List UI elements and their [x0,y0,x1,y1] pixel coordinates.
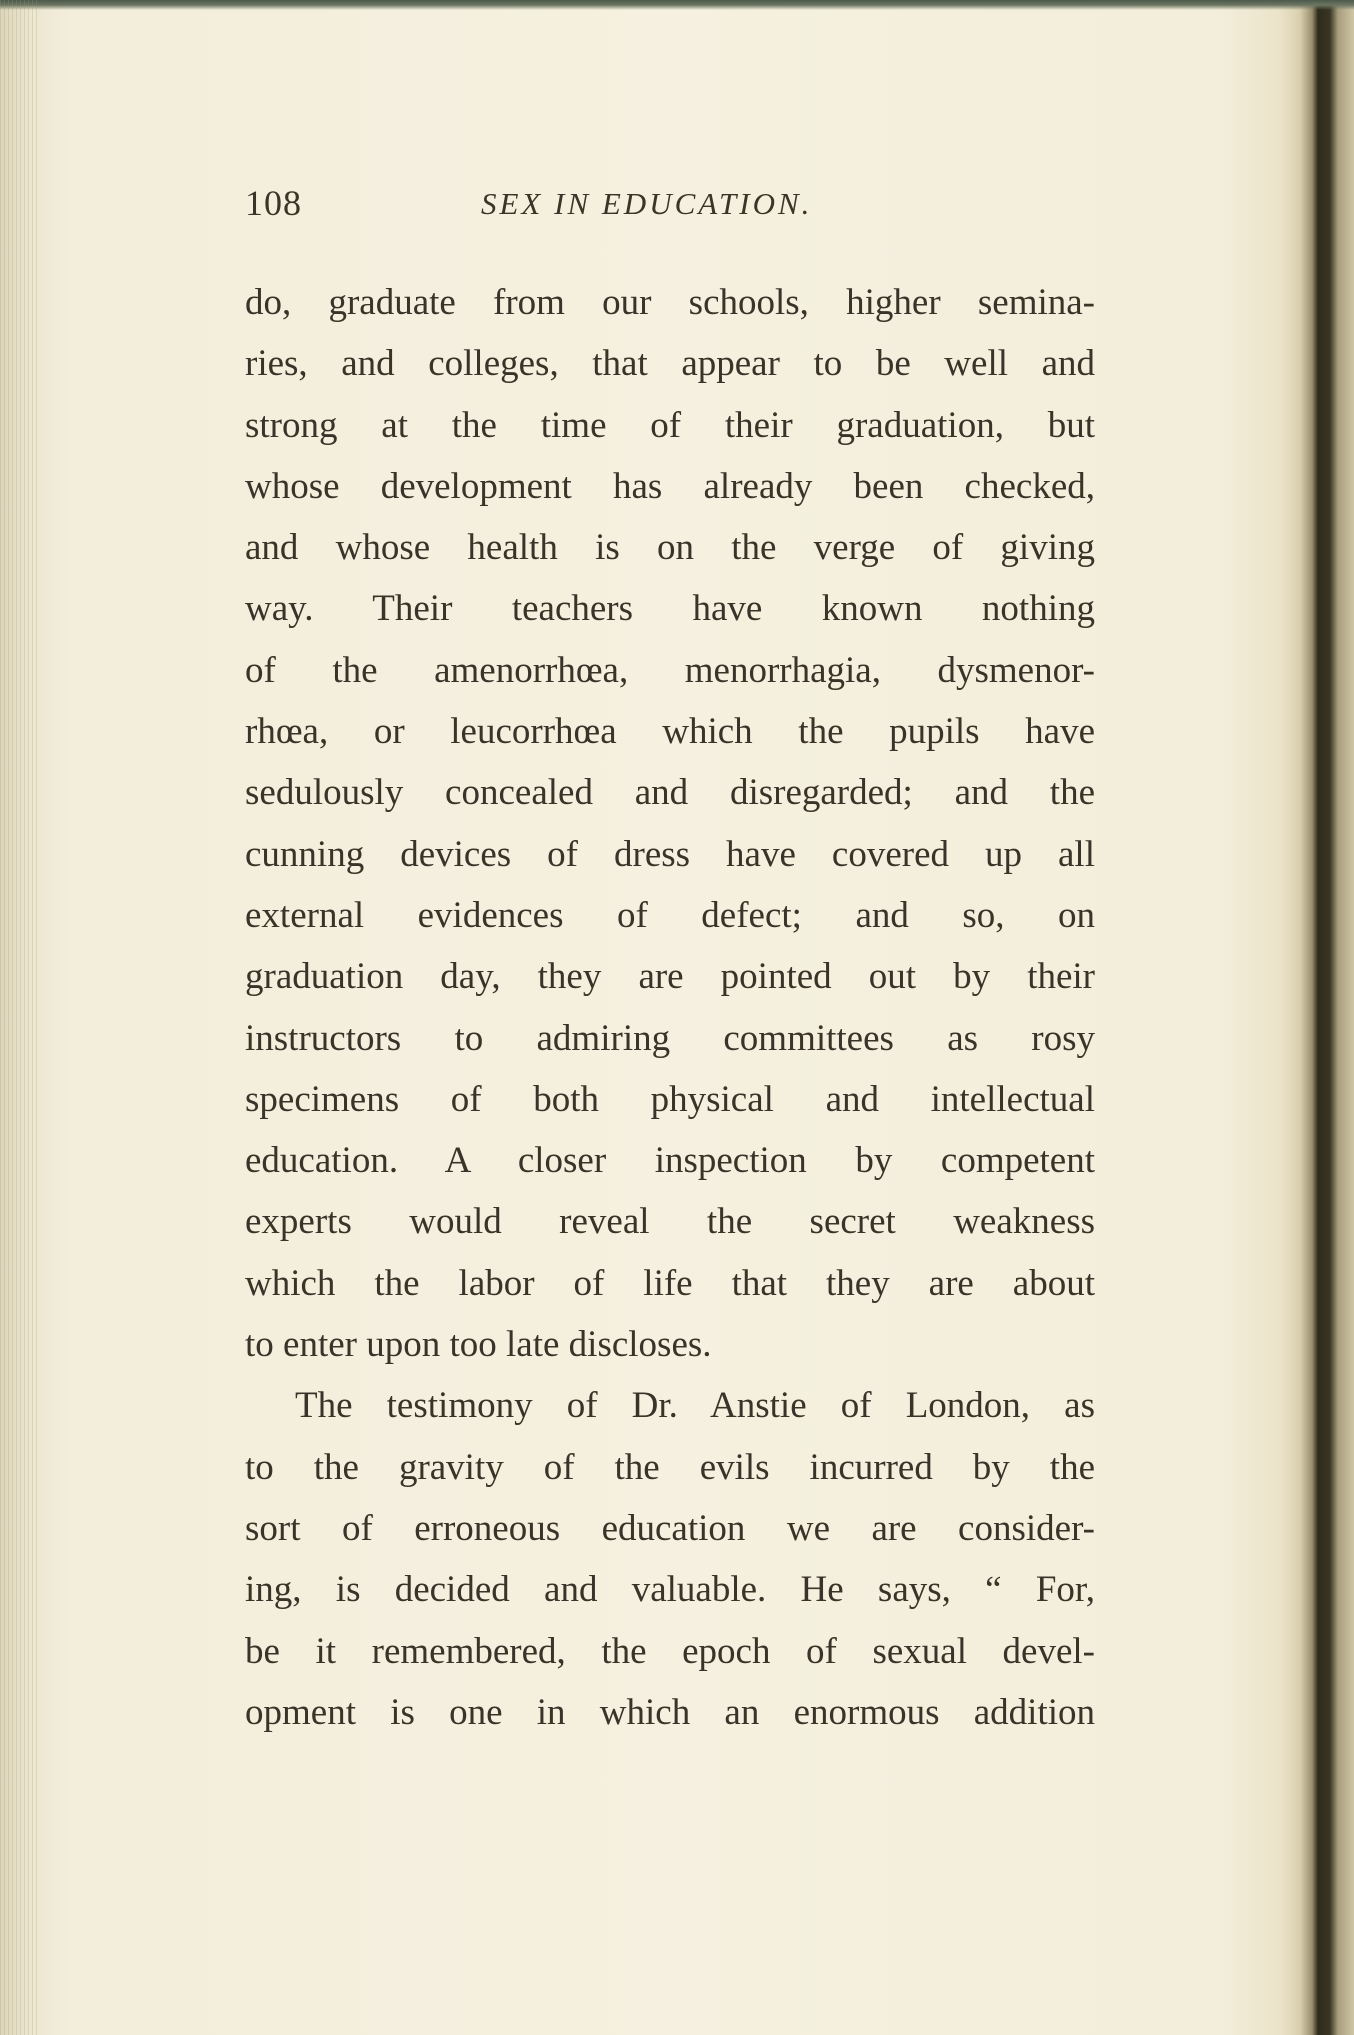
text-line: experts would reveal the secret weakness [245,1201,1095,1243]
text-line: opment is one in which an enormous addition [245,1691,1095,1733]
page-header [245,182,1095,232]
text-line: education. A closer inspection by competent [245,1140,1095,1182]
text-line: ries, and colleges, that appear to be well and [245,343,1095,385]
text-line: to the gravity of the evils incurred by the [245,1446,1095,1488]
text-line: of the amenorrhœa, menorrhagia, dysmenor- [245,649,1095,691]
text-line: The testimony of Dr. Anstie of London, as [295,1385,1095,1427]
text-line: ing, is decided and valuable. He says, “ For, [245,1569,1095,1611]
text-line: graduation day, they are pointed out by their [245,956,1095,998]
text-line: way. Their teachers have known nothing [245,588,1095,630]
page-number: 108 [245,183,302,223]
body-text [245,272,1095,1743]
text-line: do, graduate from our schools, higher semina- [245,282,1095,323]
text-line: external evidences of defect; and so, on [245,894,1095,936]
running-title: SEX IN EDUCATION. [481,186,813,221]
text-line: sedulously concealed and disregarded; and the [245,772,1095,814]
text-line: instructors to admiring committees as rosy [245,1017,1095,1059]
text-line: strong at the time of their graduation, but [245,404,1095,446]
text-line: rhœa, or leucorrhœa which the pupils have [245,711,1095,753]
page-gutter [0,0,40,2035]
text-line: and whose health is on the verge of giving [245,527,1095,569]
text-line: be it remembered, the epoch of sexual devel- [245,1630,1095,1672]
text-line: cunning devices of dress have covered up all [245,833,1095,875]
text-line: which the labor of life that they are about [245,1262,1095,1304]
text-line: to enter upon too late discloses. [245,1324,712,1366]
page-top-edge [0,0,1354,10]
text-line: whose development has already been checked, [245,465,1095,507]
text-line: sort of erroneous education we are consider- [245,1507,1095,1549]
text-line: specimens of both physical and intellectual [245,1078,1095,1120]
